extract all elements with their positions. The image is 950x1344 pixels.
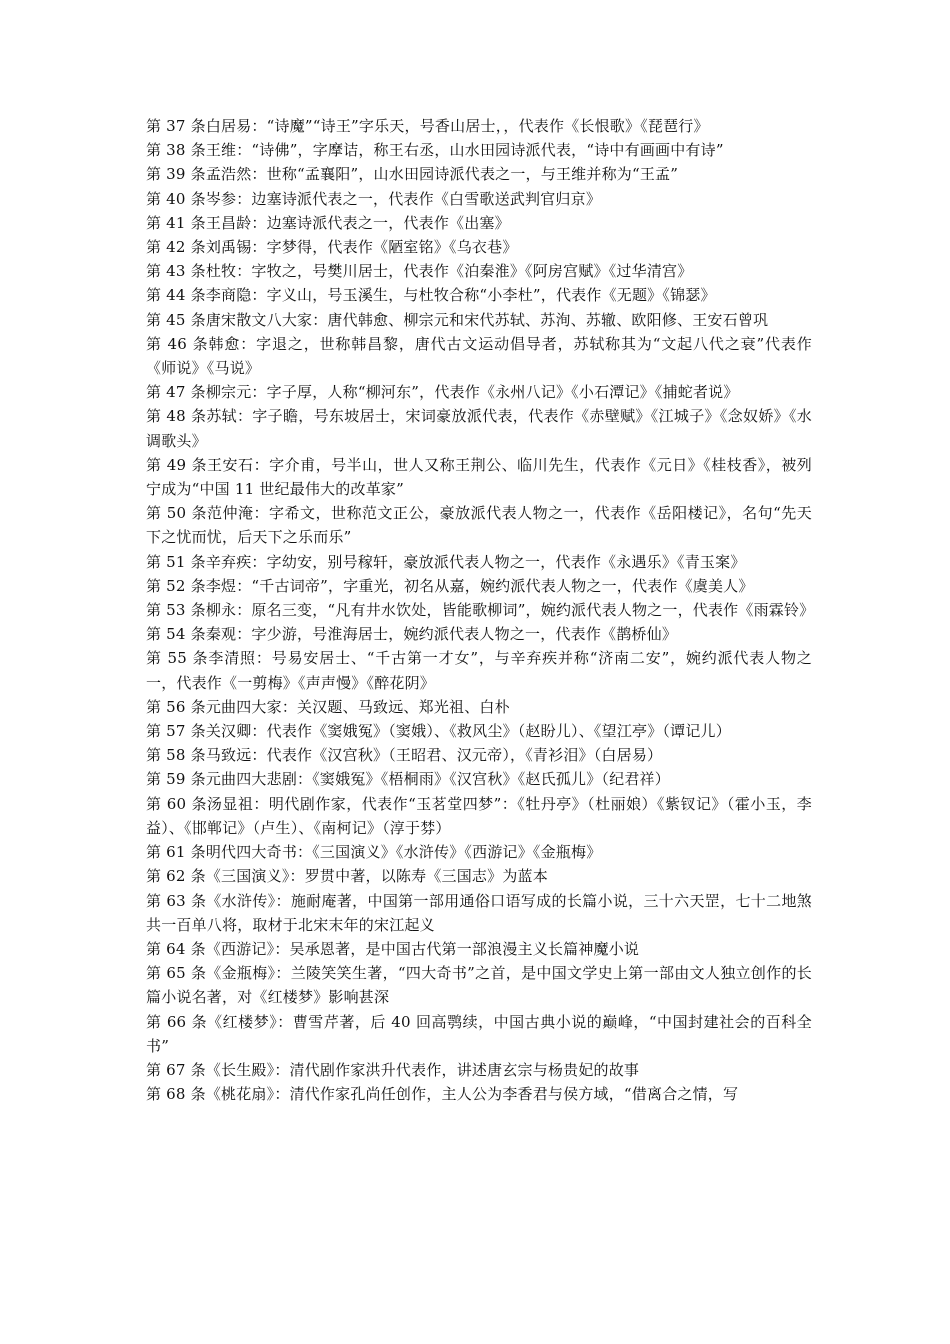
entry-37: 第 37 条白居易：“诗魔”“诗王”字乐天，号香山居士，，代表作《长恨歌》《琵琶行》: [146, 117, 709, 135]
entry-55: 第 55 条李清照：号易安居士、“千古第一才女”，与辛弃疾并称“济南二安”，婉约派代表人物之一，代表作《一剪梅》《声声慢》《醉花阴》: [146, 649, 812, 692]
entry-68: 第 68 条《桃花扇》：清代作家孔尚任创作，主人公为李香君与侯方域，“借离合之情，写: [146, 1085, 739, 1104]
entry-58: 第 58 条马致远：代表作《汉宫秋》（王昭君、汉元帝），《青衫泪》（白居易）: [146, 746, 663, 765]
entry-63: 第 63 条《水浒传》：施耐庵著，中国第一部用通俗口语写成的长篇小说，三十六天罡，七十二地煞共一百单八将，取材于北宋末年的宋江起义: [146, 891, 812, 934]
entry-38: 第 38 条王维：“诗佛”，字摩诘，称王右丞，山水田园诗派代表，“诗中有画画中有诗”: [146, 141, 724, 160]
entry-40: 第 40 条岑参：边塞诗派代表之一，代表作《白雪歌送武判官归京》: [146, 189, 602, 208]
entry-44: 第 44 条李商隐：字义山，号玉溪生，与杜牧合称“小李杜”，代表作《无题》《锦瑟》: [146, 286, 716, 305]
entry-60: 第 60 条汤显祖：明代剧作家，代表作“玉茗堂四梦”：《牡丹亭》（杜丽娘）《紫钗记》（霍小玉，李益）、《邯郸记》（卢生）、《南柯记》（淳于棼）: [146, 794, 812, 837]
entry-50: 第 50 条范仲淹：字希文，世称范文正公，豪放派代表人物之一，代表作《岳阳楼记》，名句“先天下之忧而忧，后天下之乐而乐”: [146, 504, 812, 547]
entry-51: 第 51 条辛弃疾：字幼安，别号稼轩，豪放派代表人物之一，代表作《永遇乐》《青玉案》: [146, 552, 746, 571]
entry-53: 第 53 条柳永：原名三变，“凡有井水饮处，皆能歌柳词”，婉约派代表人物之一，代表作《雨霖铃》: [146, 601, 815, 620]
entry-67: 第 67 条《长生殿》：清代剧作家洪升代表作，讲述唐玄宗与杨贵妃的故事: [146, 1060, 640, 1079]
entry-43: 第 43 条杜牧：字牧之，号樊川居士，代表作《泊秦淮》《阿房宫赋》《过华清宫》: [146, 262, 693, 281]
entry-64: 第 64 条《西游记》：吴承恩著，是中国古代第一部浪漫主义长篇神魔小说: [146, 939, 640, 958]
entry-52: 第 52 条李煜：“千古词帝”，字重光，初名从嘉，婉约派代表人物之一，代表作《虞美人》: [146, 576, 754, 595]
entry-56: 第 56 条元曲四大家：关汉题、马致远、郑光祖、白朴: [146, 697, 510, 716]
entry-65: 第 65 条《金瓶梅》：兰陵笑笑生著，“四大奇书”之首，是中国文学史上第一部由文人独立创作的长篇小说名著，对《红楼梦》影响甚深: [146, 964, 812, 1007]
entry-66: 第 66 条《红楼梦》：曹雪芹著，后 40 回高鹗续，中国古典小说的巅峰，“中国封建社会的百科全书”: [146, 1012, 812, 1055]
entry-49: 第 49 条王安石：字介甫，号半山，世人又称王荆公、临川先生，代表作《元日》《桂枝香》，被列宁成为“中国 11 世纪最伟大的改革家”: [146, 455, 812, 499]
entry-59: 第 59 条元曲四大悲剧：《窦娥冤》《梧桐雨》《汉宫秋》《赵氏孤儿》（纪君祥）: [146, 770, 670, 789]
document-body: [146, 114, 815, 1106]
entry-62: 第 62 条《三国演义》：罗贯中著，以陈寿《三国志》为蓝本: [146, 867, 548, 886]
entry-57: 第 57 条关汉卿：代表作《窦娥冤》（窦娥）、《救风尘》（赵盼儿）、《望江亭》（谭记儿）: [146, 722, 731, 741]
entry-42: 第 42 条刘禹锡：字梦得，代表作《陋室铭》《乌衣巷》: [146, 238, 518, 257]
entry-47: 第 47 条柳宗元：字子厚，人称“柳河东”，代表作《永州八记》《小石潭记》《捕蛇者说》: [146, 383, 739, 402]
entry-54: 第 54 条秦观：字少游，号淮海居士，婉约派代表人物之一，代表作《鹊桥仙》: [146, 625, 678, 644]
entry-39: 第 39 条孟浩然：世称“孟襄阳”，山水田园诗派代表之一，与王维并称为“王孟”: [146, 165, 679, 184]
entry-45: 第 45 条唐宋散文八大家：唐代韩愈、柳宗元和宋代苏轼、苏洵、苏辙、欧阳修、王安石曾巩: [146, 310, 769, 329]
entry-48: 第 48 条苏轼：字子瞻，号东坡居士，宋词豪放派代表，代表作《赤壁赋》《江城子》《念奴娇》《水调歌头》: [146, 407, 812, 450]
entry-61: 第 61 条明代四大奇书：《三国演义》《水浒传》《西游记》《金瓶梅》: [146, 843, 602, 862]
entry-41: 第 41 条王昌龄：边塞诗派代表之一，代表作《出塞》: [146, 213, 510, 232]
entry-46: 第 46 条韩愈：字退之，世称韩昌黎，唐代古文运动倡导者，苏轼称其为“文起八代之衰”代表作《师说》《马说》: [146, 334, 812, 378]
